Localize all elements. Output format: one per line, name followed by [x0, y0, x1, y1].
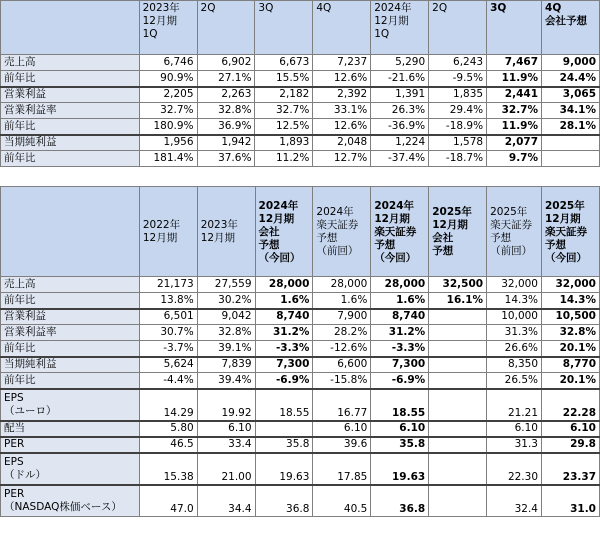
table-cell: 31.3% [487, 325, 542, 341]
table-cell: 39.6 [313, 437, 371, 453]
table-cell [429, 453, 487, 485]
table-cell: 19.63 [255, 453, 313, 485]
table-cell: -3.7% [139, 341, 197, 357]
column-header: 2024年 楽天証券 予想 （前回） [313, 187, 371, 277]
table-row [1, 103, 600, 119]
table-cell: 5.80 [139, 421, 197, 437]
table-cell: 5,624 [139, 357, 197, 373]
table-cell: 2,048 [313, 135, 371, 151]
column-header: 2024年 12月期 1Q [371, 1, 429, 55]
row-label: 前年比 [1, 341, 140, 357]
row-label: 前年比 [1, 71, 140, 87]
table-cell: 27,559 [197, 277, 255, 293]
table-row [1, 55, 600, 71]
table-cell: 2,205 [139, 87, 197, 103]
column-header: 3Q [487, 1, 542, 55]
table-cell: 32,500 [429, 277, 487, 293]
table-row [1, 151, 600, 167]
table-cell: -6.9% [371, 373, 429, 389]
table-cell: 32.8% [542, 325, 600, 341]
table-cell: 32,000 [487, 277, 542, 293]
table-cell: 5,290 [371, 55, 429, 71]
table-cell: 20.1% [542, 373, 600, 389]
table-cell: 7,300 [255, 357, 313, 373]
row-label: 前年比 [1, 373, 140, 389]
table-cell [429, 373, 487, 389]
header-row [1, 187, 600, 277]
table-row [1, 87, 600, 103]
table-cell: 32.8% [197, 325, 255, 341]
table-cell: 1.6% [255, 293, 313, 309]
row-label: 営業利益 [1, 87, 140, 103]
table-cell: 12.5% [255, 119, 313, 135]
table-cell: 1,835 [429, 87, 487, 103]
table-cell: -18.7% [429, 151, 487, 167]
table-cell: 28,000 [371, 277, 429, 293]
row-label: EPS （ドル） [1, 453, 140, 485]
table-cell: 7,300 [371, 357, 429, 373]
table-cell: 13.8% [139, 293, 197, 309]
column-header: 3Q [255, 1, 313, 55]
table-cell: 29.4% [429, 103, 487, 119]
table-cell: -21.6% [371, 71, 429, 87]
table-cell [429, 325, 487, 341]
table-row [1, 277, 600, 293]
table-cell: 35.8 [371, 437, 429, 453]
table-cell: 12.7% [313, 151, 371, 167]
table-cell: 22.28 [542, 389, 600, 421]
table-cell: 26.5% [487, 373, 542, 389]
table-cell: 28,000 [313, 277, 371, 293]
table-cell: 6.10 [371, 421, 429, 437]
column-header: 2024年 12月期 楽天証券 予想 （今回） [371, 187, 429, 277]
table-cell: -18.9% [429, 119, 487, 135]
table-cell: 1,224 [371, 135, 429, 151]
table-cell: 11.2% [255, 151, 313, 167]
table-cell: 7,900 [313, 309, 371, 325]
table-cell: 30.2% [197, 293, 255, 309]
column-header: 2Q [197, 1, 255, 55]
table-cell: 36.9% [197, 119, 255, 135]
table-row [1, 421, 600, 437]
table-cell: 26.3% [371, 103, 429, 119]
row-label: 当期純利益 [1, 357, 140, 373]
table-cell: 6,600 [313, 357, 371, 373]
table-cell: 6.10 [197, 421, 255, 437]
table-cell [429, 357, 487, 373]
table-cell: 7,839 [197, 357, 255, 373]
table-cell: 31.0 [542, 485, 600, 517]
table-cell: -6.9% [255, 373, 313, 389]
table-cell: 31.2% [371, 325, 429, 341]
table-cell: -3.3% [371, 341, 429, 357]
column-header: 2024年 12月期 会社 予想 （今回） [255, 187, 313, 277]
table-cell: 29.8 [542, 437, 600, 453]
table-cell: 18.55 [371, 389, 429, 421]
table-cell: 14.3% [542, 293, 600, 309]
table-cell: 33.4 [197, 437, 255, 453]
table-cell: 19.92 [197, 389, 255, 421]
table-cell: 6,746 [139, 55, 197, 71]
table-cell: 36.8 [255, 485, 313, 517]
column-header: 2023年 12月期 1Q [139, 1, 197, 55]
table-cell: 2,182 [255, 87, 313, 103]
table-cell: 32,000 [542, 277, 600, 293]
column-header: 4Q 会社予想 [542, 1, 600, 55]
table-cell: 30.7% [139, 325, 197, 341]
table-cell: -3.3% [255, 341, 313, 357]
table-cell: 35.8 [255, 437, 313, 453]
table-cell: 28.1% [542, 119, 600, 135]
table-cell [429, 485, 487, 517]
row-label: EPS （ユーロ） [1, 389, 140, 421]
header-row [1, 1, 600, 55]
table-row [1, 71, 600, 87]
table-cell: 11.9% [487, 119, 542, 135]
table-cell: 32.7% [255, 103, 313, 119]
table-cell: 32.8% [197, 103, 255, 119]
table-row [1, 293, 600, 309]
table-cell: 37.6% [197, 151, 255, 167]
table-cell: 26.6% [487, 341, 542, 357]
table-cell: 6,673 [255, 55, 313, 71]
table-cell: 6,501 [139, 309, 197, 325]
table-cell: 12.6% [313, 119, 371, 135]
table-cell: 12.6% [313, 71, 371, 87]
table-row [1, 357, 600, 373]
table-cell: 8,740 [255, 309, 313, 325]
table-cell: 23.37 [542, 453, 600, 485]
table-cell: 2,441 [487, 87, 542, 103]
table-cell: 21.21 [487, 389, 542, 421]
table-row [1, 309, 600, 325]
table-cell: 1,893 [255, 135, 313, 151]
table-cell: 10,500 [542, 309, 600, 325]
table-cell: 1.6% [371, 293, 429, 309]
table-cell: -36.9% [371, 119, 429, 135]
row-label: PER （NASDAQ株価ベース） [1, 485, 140, 517]
table-cell: -37.4% [371, 151, 429, 167]
table-cell: 15.5% [255, 71, 313, 87]
table-cell: 8,350 [487, 357, 542, 373]
column-header: 2025年 12月期 楽天証券 予想 （今回） [542, 187, 600, 277]
table-cell: 9,000 [542, 55, 600, 71]
table-cell: 1,942 [197, 135, 255, 151]
table-cell: -4.4% [139, 373, 197, 389]
table-cell [429, 437, 487, 453]
table-cell: 6,243 [429, 55, 487, 71]
table-cell: 6,902 [197, 55, 255, 71]
row-label: 前年比 [1, 293, 140, 309]
table-cell: 7,467 [487, 55, 542, 71]
table-row [1, 325, 600, 341]
table-cell: 21,173 [139, 277, 197, 293]
table-cell: 90.9% [139, 71, 197, 87]
table-cell: 28.2% [313, 325, 371, 341]
table-cell: 18.55 [255, 389, 313, 421]
table-cell [542, 135, 600, 151]
table-cell: 32.7% [139, 103, 197, 119]
table-cell: -9.5% [429, 71, 487, 87]
table-cell: 32.4 [487, 485, 542, 517]
table-cell: 14.3% [487, 293, 542, 309]
table-cell [429, 309, 487, 325]
table-cell: 39.4% [197, 373, 255, 389]
table-cell: 33.1% [313, 103, 371, 119]
table-cell: 181.4% [139, 151, 197, 167]
table-cell: 1.6% [313, 293, 371, 309]
table-cell: 9.7% [487, 151, 542, 167]
annual-forecast-table [0, 186, 600, 517]
table-row [1, 119, 600, 135]
table-cell: 28,000 [255, 277, 313, 293]
table-cell: 6.10 [313, 421, 371, 437]
table-cell: 16.77 [313, 389, 371, 421]
table-cell: 2,263 [197, 87, 255, 103]
row-label: 前年比 [1, 119, 140, 135]
table-cell: 7,237 [313, 55, 371, 71]
table-cell: 19.63 [371, 453, 429, 485]
column-header: 2Q [429, 1, 487, 55]
table-row [1, 453, 600, 485]
table-cell: 39.1% [197, 341, 255, 357]
table-cell: 180.9% [139, 119, 197, 135]
table-cell: 8,740 [371, 309, 429, 325]
table-cell: 14.29 [139, 389, 197, 421]
row-label: 当期純利益 [1, 135, 140, 151]
row-label: 営業利益 [1, 309, 140, 325]
table-row [1, 437, 600, 453]
table-row [1, 485, 600, 517]
table-cell: 34.4 [197, 485, 255, 517]
column-header: 2022年 12月期 [139, 187, 197, 277]
table-cell: 46.5 [139, 437, 197, 453]
table-cell [429, 421, 487, 437]
table-cell: 1,391 [371, 87, 429, 103]
table-cell: 2,392 [313, 87, 371, 103]
column-header: 4Q [313, 1, 371, 55]
table-cell: 40.5 [313, 485, 371, 517]
table-cell: 6.10 [542, 421, 600, 437]
quarterly-results-table [0, 0, 600, 167]
table-row [1, 373, 600, 389]
table-cell: 8,770 [542, 357, 600, 373]
table-cell: 2,077 [487, 135, 542, 151]
table-cell: 31.2% [255, 325, 313, 341]
table-cell: 47.0 [139, 485, 197, 517]
table-cell: 34.1% [542, 103, 600, 119]
table-cell: 17.85 [313, 453, 371, 485]
column-header [1, 187, 140, 277]
row-label: 前年比 [1, 151, 140, 167]
table-cell: 31.3 [487, 437, 542, 453]
column-header: 2025年 12月期 会社 予想 [429, 187, 487, 277]
table-cell [542, 151, 600, 167]
table-cell: 36.8 [371, 485, 429, 517]
table-row [1, 135, 600, 151]
table-cell: 24.4% [542, 71, 600, 87]
table-cell: 1,956 [139, 135, 197, 151]
table-cell: 20.1% [542, 341, 600, 357]
table-cell: 16.1% [429, 293, 487, 309]
table-cell: 32.7% [487, 103, 542, 119]
row-label: PER [1, 437, 140, 453]
column-header: 2025年 楽天証券 予想 （前回） [487, 187, 542, 277]
table-cell [255, 421, 313, 437]
table-cell: 10,000 [487, 309, 542, 325]
table-cell: 15.38 [139, 453, 197, 485]
row-label: 売上高 [1, 55, 140, 71]
table-cell: 11.9% [487, 71, 542, 87]
column-header: 2023年 12月期 [197, 187, 255, 277]
column-header [1, 1, 140, 55]
table-cell: 27.1% [197, 71, 255, 87]
row-label: 営業利益率 [1, 103, 140, 119]
table-cell: 6.10 [487, 421, 542, 437]
table-cell: 22.30 [487, 453, 542, 485]
table-cell [429, 389, 487, 421]
row-label: 配当 [1, 421, 140, 437]
table-cell: -12.6% [313, 341, 371, 357]
table-cell: 1,578 [429, 135, 487, 151]
table-row [1, 389, 600, 421]
table-cell: 9,042 [197, 309, 255, 325]
row-label: 営業利益率 [1, 325, 140, 341]
table-row [1, 341, 600, 357]
table-cell: -15.8% [313, 373, 371, 389]
table-cell: 3,065 [542, 87, 600, 103]
row-label: 売上高 [1, 277, 140, 293]
table-cell: 21.00 [197, 453, 255, 485]
table-cell [429, 341, 487, 357]
